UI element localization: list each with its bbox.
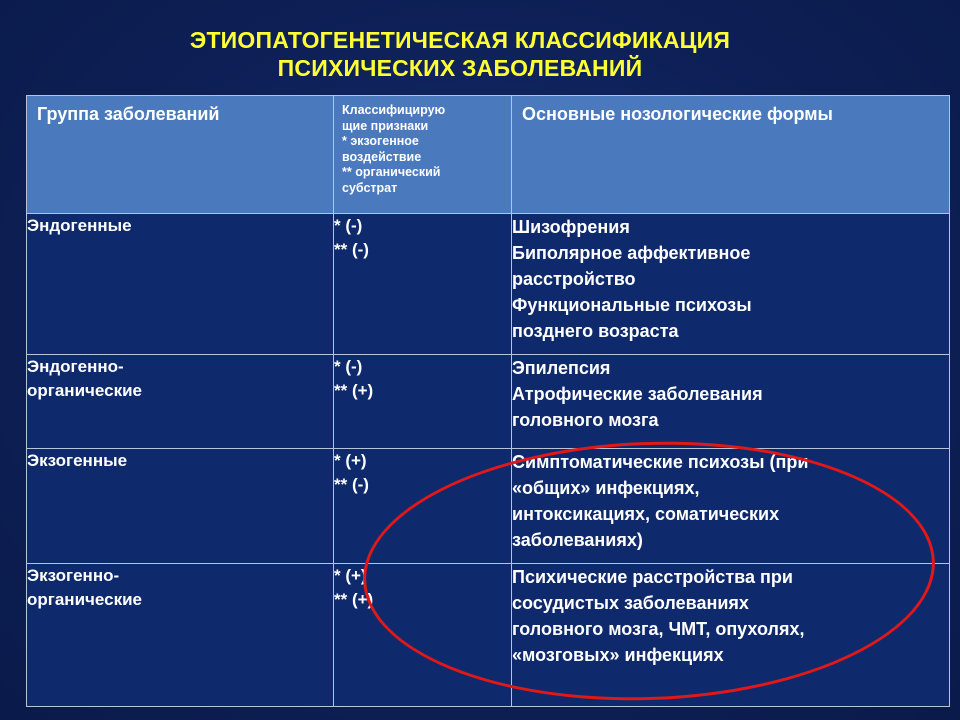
cell-text: Атрофические заболевания — [512, 384, 763, 404]
cell-signs — [334, 449, 512, 564]
cell-forms — [512, 449, 950, 564]
table-header-row — [27, 96, 950, 214]
header-signs-label — [334, 96, 511, 196]
cell-text: Биполярное аффективное — [512, 243, 751, 263]
header-signs-line: * экзогенное — [342, 134, 419, 148]
cell-text: позднего возраста — [512, 321, 679, 341]
cell-text: «мозговых» инфекциях — [512, 645, 724, 665]
table-row — [27, 214, 950, 355]
cell-text: Эндогенные — [27, 216, 132, 235]
cell-text: головного мозга — [512, 410, 659, 430]
header-forms — [512, 96, 950, 214]
cell-text: Экзогенно- — [27, 566, 120, 585]
cell-text: * (+) — [334, 566, 367, 585]
cell-text: ** (+) — [334, 590, 374, 609]
cell-group — [27, 449, 334, 564]
cell-text: органические — [27, 590, 142, 609]
cell-forms — [512, 355, 950, 449]
header-group-label: Группа заболеваний — [37, 104, 220, 124]
header-signs-line: субстрат — [342, 180, 398, 195]
header-group — [27, 96, 334, 214]
cell-group — [27, 214, 334, 355]
header-signs-line: воздействие — [342, 149, 422, 164]
header-signs-line: Классифицирую — [342, 103, 446, 117]
cell-text: заболеваниях) — [512, 530, 643, 550]
cell-text: Симптоматические психозы (при — [512, 452, 809, 472]
cell-forms — [512, 564, 950, 707]
cell-text: Функциональные психозы — [512, 295, 752, 315]
cell-text: Эндогенно- — [27, 357, 124, 376]
cell-signs — [334, 214, 512, 355]
cell-text: Экзогенные — [27, 451, 128, 470]
cell-text: Психические расстройства при — [512, 567, 793, 587]
cell-text: * (+) — [334, 451, 367, 470]
cell-text: «общих» инфекциях, — [512, 478, 700, 498]
cell-text: ** (+) — [334, 381, 374, 400]
cell-text: сосудистых заболеваниях — [512, 593, 749, 613]
header-forms-label: Основные нозологические формы — [522, 104, 833, 124]
cell-text: органические — [27, 381, 142, 400]
cell-group — [27, 564, 334, 707]
table-row — [27, 355, 950, 449]
table-row — [27, 564, 950, 707]
title-line-2: ПСИХИЧЕСКИХ ЗАБОЛЕВАНИЙ — [277, 55, 643, 81]
cell-text: расстройство — [512, 269, 636, 289]
cell-signs — [334, 564, 512, 707]
cell-text: ** (-) — [334, 240, 369, 259]
cell-text: * (-) — [334, 357, 363, 376]
header-signs-line: ** органический — [342, 165, 441, 179]
table-row — [27, 449, 950, 564]
cell-text: * (-) — [334, 216, 363, 235]
cell-signs — [334, 355, 512, 449]
cell-group — [27, 355, 334, 449]
cell-forms — [512, 214, 950, 355]
title-line-1: ЭТИОПАТОГЕНЕТИЧЕСКАЯ КЛАССИФИКАЦИЯ — [189, 27, 731, 53]
classification-table — [26, 95, 950, 707]
cell-text: Шизофрения — [512, 217, 630, 237]
header-signs-line: щие признаки — [342, 118, 429, 133]
cell-text: интоксикациях, соматических — [512, 504, 780, 524]
slide-title — [0, 26, 920, 82]
cell-text: головного мозга, ЧМТ, опухолях, — [512, 619, 805, 639]
header-signs — [334, 96, 512, 214]
cell-text: ** (-) — [334, 475, 369, 494]
cell-text: Эпилепсия — [512, 358, 611, 378]
